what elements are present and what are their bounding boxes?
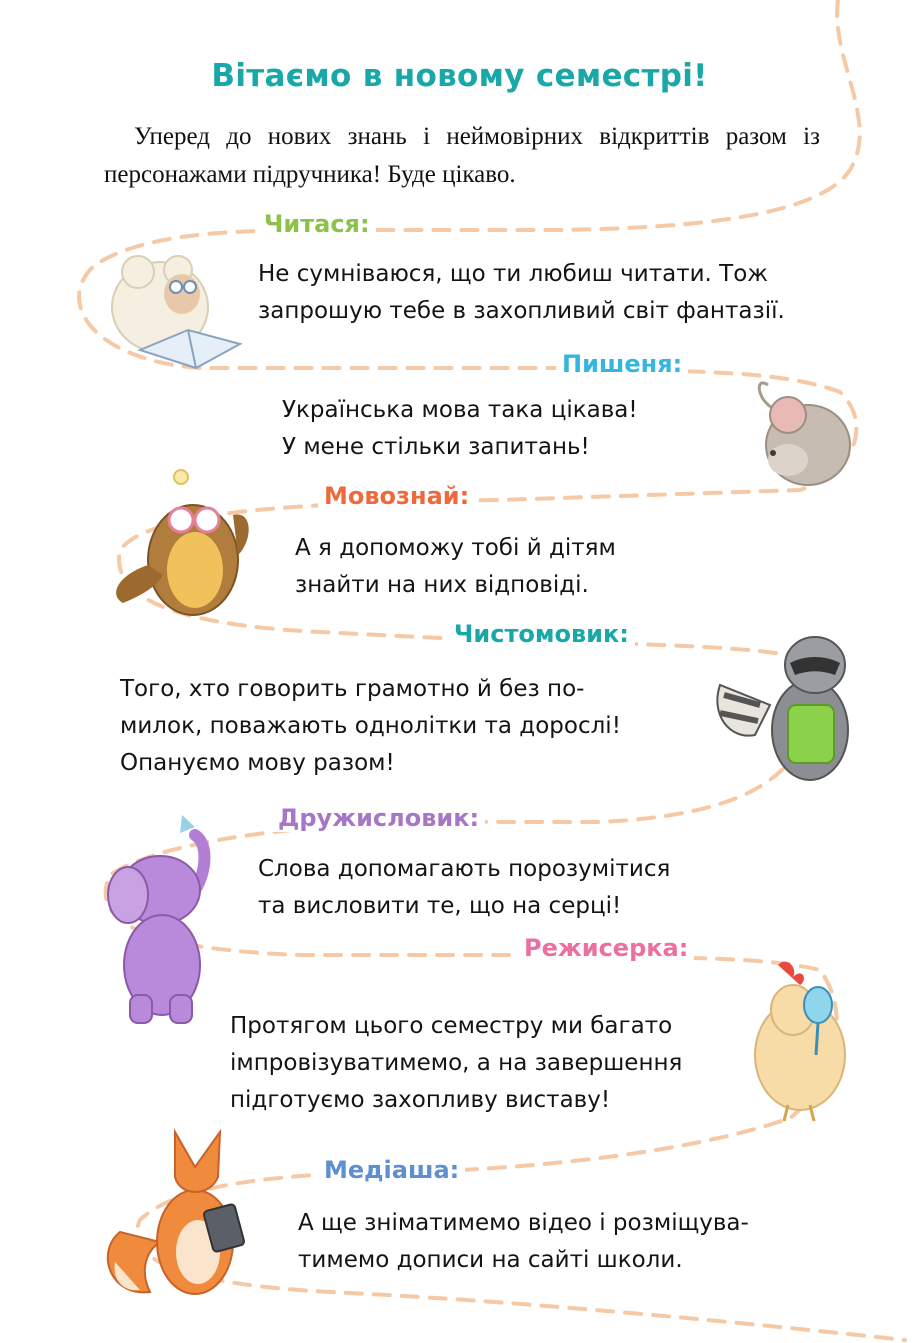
character-name-chytasya: Читася: xyxy=(258,210,376,238)
speech-line: запрошую тебе в захопливий світ фантазії. xyxy=(258,298,785,324)
character-name-druzhyslovyk: Дружисловик: xyxy=(272,804,485,832)
speech-line: та висловити те, що на серці! xyxy=(258,893,622,919)
sheep-reading-icon xyxy=(100,232,250,372)
speech-line: Того, хто говорить грамотно й без по- xyxy=(120,676,585,702)
owl-icon xyxy=(103,465,263,625)
character-name-mediasha: Медіаша: xyxy=(318,1156,465,1184)
speech-movoznai xyxy=(295,530,616,604)
speech-line: милок, поважають однолітки та дорослі! xyxy=(120,713,621,739)
elephant-icon xyxy=(100,805,240,1030)
intro-text: Уперед до нових знань і неймовірних відкриттів разом із персонажами підручника! Буде цікаво. xyxy=(104,123,820,188)
speech-druzhyslovyk xyxy=(258,851,670,925)
speech-line: Не сумніваюся, що ти любиш читати. Тож xyxy=(258,261,768,287)
speech-line: підготуємо захопливу виставу! xyxy=(230,1087,611,1113)
speech-line: тимемо дописи на сайті школи. xyxy=(298,1247,683,1273)
raccoon-icon xyxy=(710,625,860,785)
character-name-rezhyserka: Режисерка: xyxy=(518,934,694,962)
speech-line: імпровізуватимемо, а на завершення xyxy=(230,1050,683,1076)
page-title: Вітаємо в новому семестрі! xyxy=(211,58,708,94)
speech-line: Українська мова така цікава! xyxy=(282,397,638,423)
speech-line: А ще зніматимемо відео і розміщува- xyxy=(298,1210,749,1236)
speech-line: У мене стільки запитань! xyxy=(282,434,590,460)
mouse-icon xyxy=(748,365,858,495)
speech-mediasha xyxy=(298,1205,749,1279)
speech-line: знайти на них відповіді. xyxy=(295,572,589,598)
fox-icon xyxy=(100,1122,260,1302)
character-name-movoznai: Мовознай: xyxy=(318,482,475,510)
speech-line: А я допоможу тобі й дітям xyxy=(295,535,616,561)
speech-line: Опануємо мову разом! xyxy=(120,750,395,776)
speech-pyshenya xyxy=(282,392,638,466)
speech-line: Протягом цього семестру ми багато xyxy=(230,1013,673,1039)
speech-chytasya xyxy=(258,256,785,330)
speech-chystomovyk xyxy=(120,671,621,782)
chicken-icon xyxy=(748,955,858,1125)
speech-line: Слова допомагають порозумітися xyxy=(258,856,671,882)
character-name-pyshenya: Пишеня: xyxy=(556,350,688,378)
character-name-chystomovyk: Чистомовик: xyxy=(448,620,635,648)
speech-rezhyserka xyxy=(230,1008,682,1119)
